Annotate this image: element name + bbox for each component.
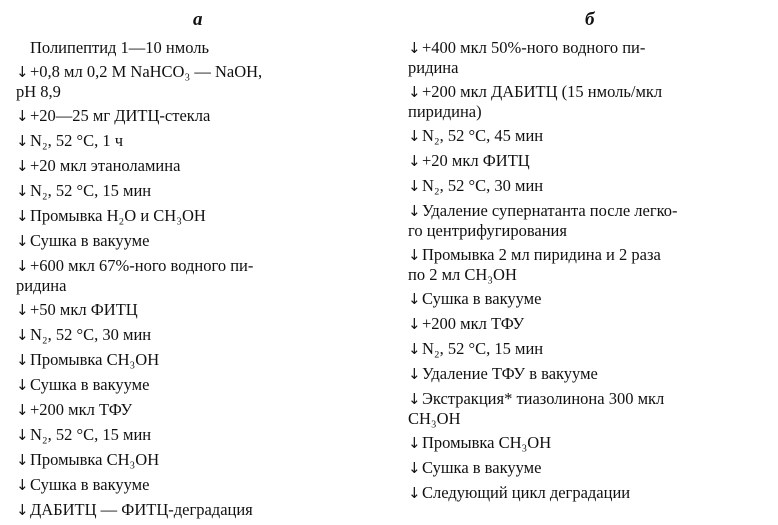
protocol-step bbox=[408, 389, 768, 428]
down-arrow-icon: ↓ bbox=[408, 177, 421, 195]
down-arrow-icon: ↓ bbox=[16, 257, 29, 275]
down-arrow-icon: ↓ bbox=[16, 107, 29, 125]
step-line bbox=[408, 389, 768, 409]
step-line bbox=[408, 151, 768, 171]
step-line bbox=[408, 458, 768, 478]
protocol-step bbox=[408, 339, 768, 359]
step-text: +20 мкл ФИТЦ bbox=[422, 151, 530, 170]
step-text: +400 мкл 50%-ного водного пи- bbox=[422, 38, 646, 57]
step-text: N₂, 52 °С, 15 мин bbox=[30, 181, 152, 200]
step-text: по 2 мл CH₃OH bbox=[408, 265, 517, 284]
step-text: +600 мкл 67%-ного водного пи- bbox=[30, 256, 254, 275]
down-arrow-icon: ↓ bbox=[16, 326, 29, 344]
step-text: +20 мкл этаноламина bbox=[30, 156, 181, 175]
column-b-heading: б bbox=[585, 9, 595, 30]
step-text: го центрифугирования bbox=[408, 221, 567, 240]
down-arrow-icon: ↓ bbox=[408, 202, 421, 220]
protocol-step bbox=[16, 131, 390, 151]
step-line bbox=[408, 483, 768, 503]
protocol-step bbox=[16, 450, 390, 470]
protocol-step bbox=[16, 256, 390, 295]
step-line bbox=[408, 102, 768, 121]
step-line bbox=[16, 425, 390, 445]
step-line bbox=[16, 181, 390, 201]
step-text: пиридина) bbox=[408, 102, 482, 121]
step-text: Промывка CH₃OH bbox=[30, 450, 160, 469]
step-line bbox=[408, 245, 768, 265]
down-arrow-icon: ↓ bbox=[408, 315, 421, 333]
protocol-step bbox=[408, 245, 768, 284]
step-line bbox=[408, 221, 768, 240]
protocol-step bbox=[16, 181, 390, 201]
step-text: N₂, 52 °С, 30 мин bbox=[422, 176, 544, 195]
step-text: ДАБИТЦ — ФИТЦ-деградация bbox=[30, 500, 253, 519]
protocol-step bbox=[408, 483, 768, 503]
step-line bbox=[408, 176, 768, 196]
protocol-step bbox=[408, 314, 768, 334]
step-text: Сушка в вакууме bbox=[30, 231, 150, 250]
down-arrow-icon: ↓ bbox=[16, 182, 29, 200]
step-text: N₂, 52 °С, 15 мин bbox=[30, 425, 152, 444]
step-text: N₂, 52 °С, 15 мин bbox=[422, 339, 544, 358]
protocol-step bbox=[16, 325, 390, 345]
step-line bbox=[16, 375, 390, 395]
protocol-step bbox=[16, 156, 390, 176]
protocol-step bbox=[16, 400, 390, 420]
step-line bbox=[16, 38, 390, 57]
step-line bbox=[408, 289, 768, 309]
step-line bbox=[16, 276, 390, 295]
step-text: +50 мкл ФИТЦ bbox=[30, 300, 138, 319]
protocol-step bbox=[408, 176, 768, 196]
step-line bbox=[408, 433, 768, 453]
protocol-step bbox=[16, 425, 390, 445]
step-line bbox=[408, 201, 768, 221]
down-arrow-icon: ↓ bbox=[408, 340, 421, 358]
down-arrow-icon: ↓ bbox=[16, 301, 29, 319]
step-line bbox=[16, 231, 390, 251]
step-text: +200 мкл ДАБИТЦ (15 нмоль/мкл bbox=[422, 82, 663, 101]
down-arrow-icon: ↓ bbox=[408, 246, 421, 264]
protocol-step bbox=[408, 433, 768, 453]
protocol-step bbox=[408, 364, 768, 384]
step-line bbox=[16, 206, 390, 226]
step-line bbox=[16, 131, 390, 151]
down-arrow-icon: ↓ bbox=[16, 501, 29, 519]
down-arrow-icon: ↓ bbox=[16, 351, 29, 369]
step-text: +200 мкл ТФУ bbox=[30, 400, 133, 419]
step-text: Удаление ТФУ в вакууме bbox=[422, 364, 598, 383]
step-line bbox=[16, 156, 390, 176]
protocol-step bbox=[408, 38, 768, 77]
step-text: Экстракция* тиазолинона 300 мкл bbox=[422, 389, 665, 408]
protocol-step bbox=[16, 206, 390, 226]
protocol-step bbox=[16, 350, 390, 370]
column-b-steps bbox=[408, 38, 768, 508]
down-arrow-icon: ↓ bbox=[408, 39, 421, 57]
step-text: N₂, 52 °С, 45 мин bbox=[422, 126, 544, 145]
step-text: ридина bbox=[408, 58, 459, 77]
step-line bbox=[408, 409, 768, 428]
step-text: Следующий цикл деградации bbox=[422, 483, 631, 502]
down-arrow-icon: ↓ bbox=[16, 451, 29, 469]
down-arrow-icon: ↓ bbox=[16, 476, 29, 494]
step-line bbox=[16, 350, 390, 370]
protocol-step bbox=[408, 458, 768, 478]
down-arrow-icon: ↓ bbox=[16, 232, 29, 250]
step-text: pH 8,9 bbox=[16, 82, 61, 101]
step-line bbox=[16, 325, 390, 345]
step-text: Сушка в вакууме bbox=[30, 375, 150, 394]
down-arrow-icon: ↓ bbox=[408, 484, 421, 502]
down-arrow-icon: ↓ bbox=[16, 157, 29, 175]
step-line bbox=[408, 364, 768, 384]
step-line bbox=[16, 82, 390, 101]
step-text: Промывка CH₃OH bbox=[30, 350, 160, 369]
down-arrow-icon: ↓ bbox=[408, 290, 421, 308]
down-arrow-icon: ↓ bbox=[16, 426, 29, 444]
step-text: Полипептид 1—10 нмоль bbox=[30, 38, 209, 57]
step-text: N₂, 52 °С, 30 мин bbox=[30, 325, 152, 344]
down-arrow-icon: ↓ bbox=[408, 434, 421, 452]
step-text: Сушка в вакууме bbox=[30, 475, 150, 494]
protocol-step bbox=[16, 62, 390, 101]
step-line bbox=[408, 126, 768, 146]
step-line bbox=[16, 106, 390, 126]
protocol-step bbox=[408, 201, 768, 240]
down-arrow-icon: ↓ bbox=[408, 152, 421, 170]
down-arrow-icon: ↓ bbox=[16, 376, 29, 394]
step-text: N₂, 52 °С, 1 ч bbox=[30, 131, 124, 150]
step-line bbox=[408, 58, 768, 77]
protocol-step bbox=[16, 106, 390, 126]
down-arrow-icon: ↓ bbox=[16, 401, 29, 419]
step-line bbox=[16, 62, 390, 82]
step-line bbox=[408, 265, 768, 284]
step-text: Промывка H₂O и CH₃OH bbox=[30, 206, 206, 225]
step-line bbox=[408, 314, 768, 334]
step-text: Сушка в вакууме bbox=[422, 289, 542, 308]
step-text: +20—25 мг ДИТЦ-стекла bbox=[30, 106, 211, 125]
step-text: +200 мкл ТФУ bbox=[422, 314, 525, 333]
down-arrow-icon: ↓ bbox=[408, 390, 421, 408]
protocol-step bbox=[16, 375, 390, 395]
step-text: Промывка 2 мл пиридина и 2 раза bbox=[422, 245, 661, 264]
step-line bbox=[16, 500, 390, 520]
protocol-step bbox=[16, 475, 390, 495]
down-arrow-icon: ↓ bbox=[408, 459, 421, 477]
down-arrow-icon: ↓ bbox=[16, 132, 29, 150]
down-arrow-icon: ↓ bbox=[16, 207, 29, 225]
step-line bbox=[16, 400, 390, 420]
protocol-step bbox=[408, 289, 768, 309]
protocol-step bbox=[16, 38, 390, 57]
step-line bbox=[408, 38, 768, 58]
protocol-step bbox=[16, 500, 390, 520]
step-line bbox=[16, 475, 390, 495]
step-text: Промывка CH₃OH bbox=[422, 433, 552, 452]
protocol-step bbox=[408, 151, 768, 171]
step-text: Удаление супернатанта после легко- bbox=[422, 201, 678, 220]
step-line bbox=[16, 256, 390, 276]
step-line bbox=[16, 450, 390, 470]
down-arrow-icon: ↓ bbox=[408, 83, 421, 101]
protocol-step bbox=[16, 300, 390, 320]
down-arrow-icon: ↓ bbox=[408, 365, 421, 383]
down-arrow-icon: ↓ bbox=[408, 127, 421, 145]
protocol-step bbox=[408, 82, 768, 121]
protocol-step bbox=[16, 231, 390, 251]
protocol-step bbox=[408, 126, 768, 146]
step-line bbox=[408, 82, 768, 102]
step-line bbox=[408, 339, 768, 359]
step-text: +0,8 мл 0,2 М NaHCO₃ — NaOH, bbox=[30, 62, 263, 81]
step-text: Сушка в вакууме bbox=[422, 458, 542, 477]
step-text: CH₃OH bbox=[408, 409, 461, 428]
down-arrow-icon: ↓ bbox=[16, 63, 29, 81]
column-a-heading: a bbox=[193, 9, 203, 30]
step-text: ридина bbox=[16, 276, 67, 295]
column-a-steps bbox=[16, 38, 390, 525]
step-line bbox=[16, 300, 390, 320]
